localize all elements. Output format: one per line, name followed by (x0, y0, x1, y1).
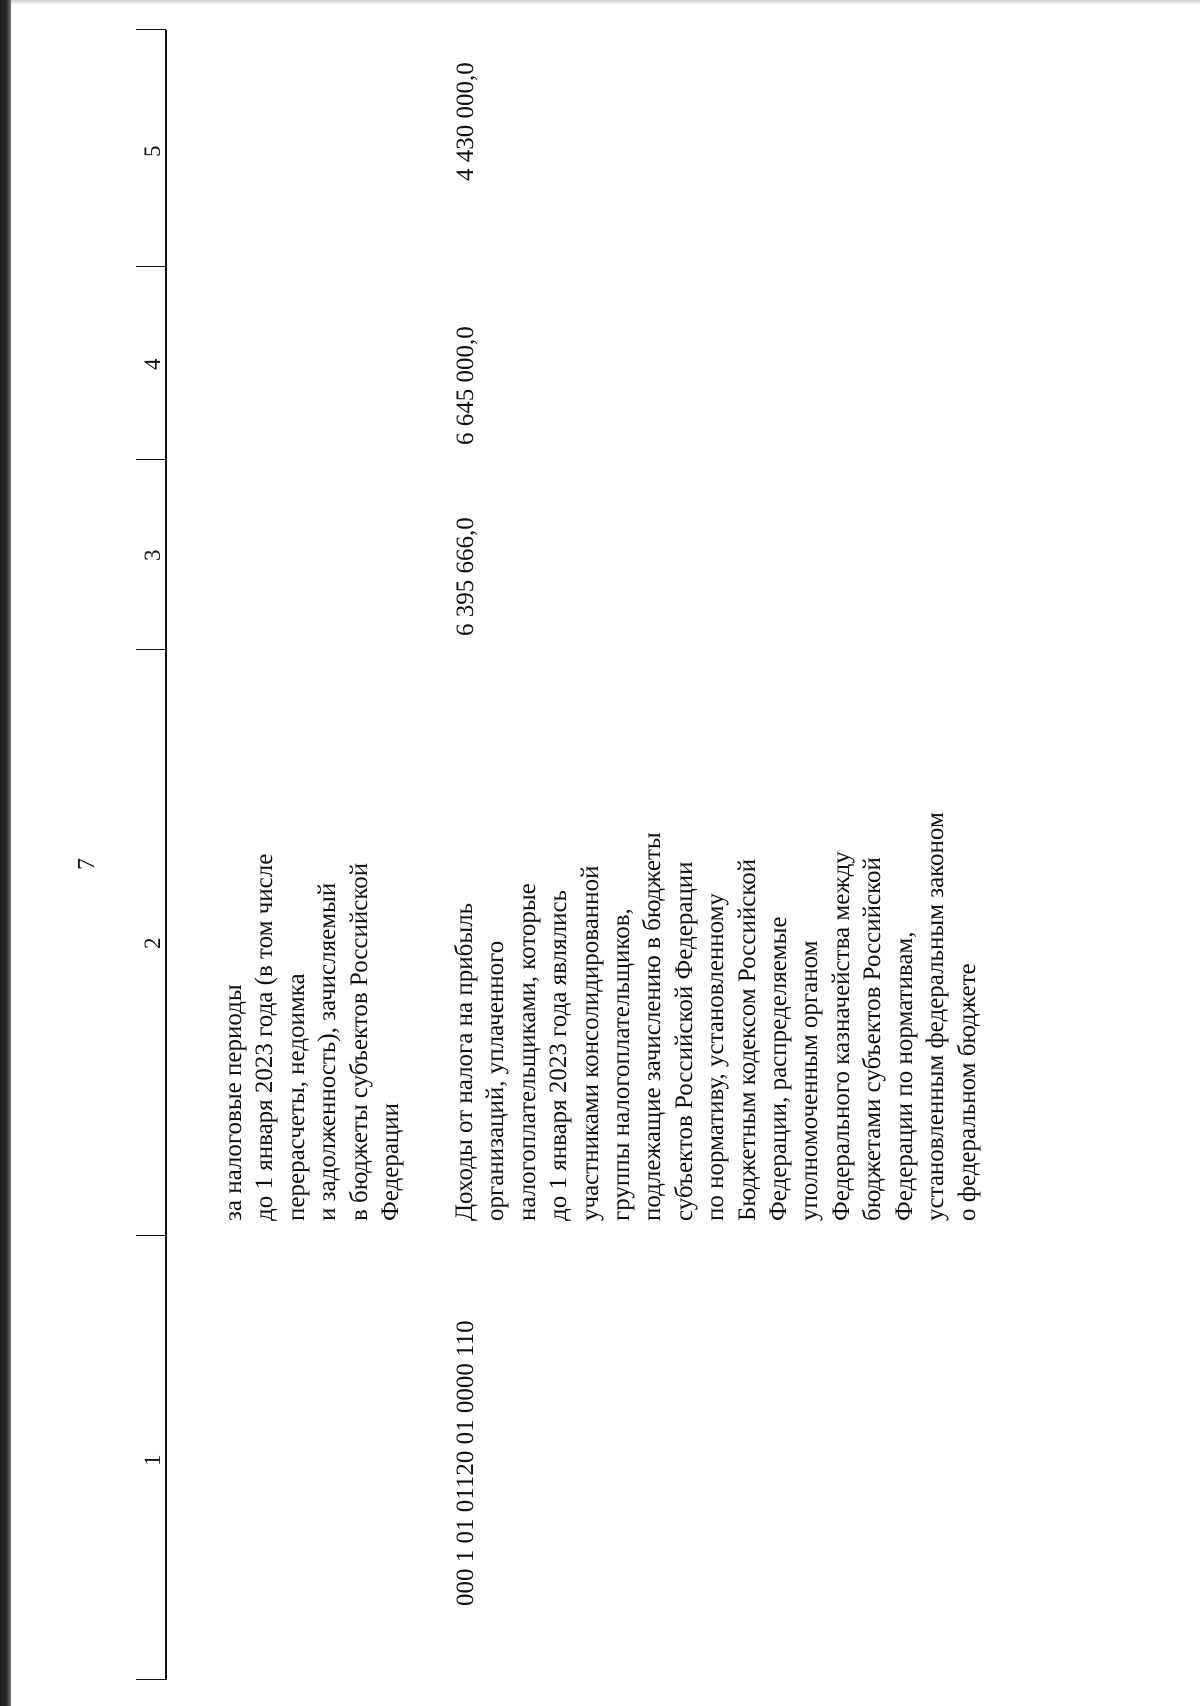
header-divider (136, 29, 166, 30)
description-line: до 1 января 2023 года (в том числе (251, 853, 279, 1221)
row-1-description (218, 854, 406, 1221)
column-header-1: 1 (140, 1454, 165, 1466)
description-line: и задолженность), зачисляемый (314, 882, 342, 1221)
description-line: Федерации (377, 1102, 405, 1221)
header-divider (136, 1679, 166, 1680)
row-2-value-col5: 4 430 000,0 (452, 62, 479, 181)
header-divider (136, 1235, 166, 1236)
description-line: перерасчеты, недоимка (282, 973, 310, 1221)
row-2-value-col4: 6 645 000,0 (452, 326, 479, 445)
description-line: установленным федеральным законом (922, 812, 950, 1221)
description-line: участниками консолидированной (576, 865, 604, 1221)
description-line: группы налогоплательщиков, (608, 908, 636, 1221)
row-2-description (449, 812, 983, 1221)
description-line: Федерации, распределяемые (765, 916, 793, 1221)
column-header-3: 3 (140, 549, 165, 561)
description-line: по нормативу, установленному (702, 893, 730, 1221)
description-line: Бюджетным кодексом Российской (733, 858, 761, 1221)
description-line: Федерального казначейства между (827, 851, 855, 1221)
row-2-value-col3: 6 395 666,0 (452, 517, 479, 636)
header-divider (136, 266, 166, 267)
description-line: субъектов Российской Федерации (670, 861, 698, 1221)
description-line: в бюджеты субъектов Российской (345, 862, 373, 1221)
row-2-code: 000 1 01 01120 01 0000 110 (452, 1320, 479, 1606)
column-header-4: 4 (140, 358, 165, 370)
header-divider (136, 649, 166, 650)
header-rule (165, 30, 167, 1680)
description-line: до 1 января 2023 года являлись (545, 890, 573, 1221)
description-line: Федерации по нормативам, (890, 931, 918, 1221)
column-header-5: 5 (140, 145, 165, 157)
page-number: 7 (74, 858, 100, 870)
description-line: уполномоченным органом (796, 940, 824, 1221)
description-line: бюджетами субъектов Российской (859, 857, 887, 1221)
description-line: о федеральном бюджете (953, 963, 981, 1221)
description-line: Доходы от налога на прибыль (451, 902, 478, 1221)
header-divider (136, 459, 166, 460)
description-line: за налоговые периоды (220, 984, 247, 1221)
description-line: подлежащие зачислению в бюджеты (639, 832, 667, 1221)
column-header-2: 2 (140, 937, 165, 949)
description-line: организаций, уплаченного (482, 940, 510, 1221)
description-line: налогоплательщиками, которые (513, 883, 541, 1221)
